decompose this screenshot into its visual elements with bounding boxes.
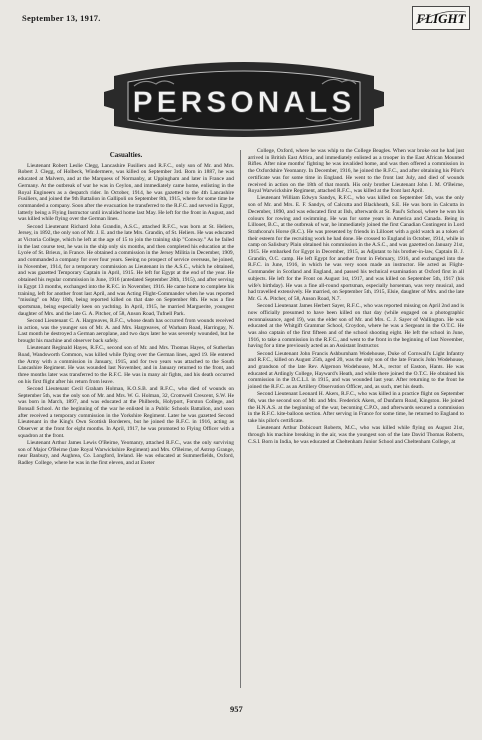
obituary-paragraph: Lieutenant Robert Leslie Clegg, Lancashire Fusiliers and R.F.C., only son of Mr. and Mrs. Robert J. Clegg, of Holbeck, Windermere, was killed on September 3rd. Born in 1887, he was educated at Malvern, and at the Marquess of Normanby, at Uppingham and later in France and Germany. At the outbreak of war he was in Ceylon, and immediately came home, enlisting in the Royal Engineers as a despatch rider. In October, 1914, he was gazetted to the 4th Lancashire Fusiliers, and joined the 9th Battalion in Gallipoli on September 8th, 1915, where for some time he commanded a company. Soon after the evacuation he transferred to the R.F.C. and served in Egypt, latterly being a Flying Instructor until invalided home last May. He left for the front in August, and was killed while flying over the German lines. [18,162,234,223]
personals-banner [94,56,394,142]
obituary-paragraph: Lieutenant Reginald Hayes, R.F.C., second son of Mr. and Mrs. Thomas Hayes, of Sutherlan Road, Wandsworth Common, was killed while flying over the German lines, aged 19. He entered the Army with a commission in January, 1915, and for two years was attached to the South Lancashire Regiment. He was wounded last November, and in January returned to the front, and three months later was transferred to the R.F.C. He was in many air fights, and his death occurred on his first flight after his return from leave. [18,345,234,385]
page-number: 957 [230,704,243,714]
obituary-paragraph: College, Oxford, where he was whip to the College Beagles. When war broke out he had just arrived in British East Africa, and immediately enlisted as a trooper in the East African Mounted Rifles. After nine months' fighting he was invalided home, and was then offered a commission in the Oxfordshire Yeomanry. In December, 1916, he joined the R.F.C., and after obtaining his Pilot's certificate was for some time in England. He went to the front last July, and died of wounds received in action on the 18th of that month. His only brother Lieutenant John I. M. O'Beirne, Royal Warwickshire Regiment, attached R.F.C., was killed at the front last April. [248,148,464,195]
issue-date: September 13, 1917. [22,13,101,23]
right-column [248,148,464,446]
obituary-paragraph: Second Lieutenant Leonard H. Akers, R.F.C., who was killed in a practice flight on September 6th, was the second son of Mr. and Mrs. Frederick Akers, of Dunfarm Road, Kingston. He joined the H.N.A.S. at the beginning of the war, becoming C.P.O., and afterwards secured a commission in the R.F.C. kite-balloon section. After serving in France for some time, he returned to England to take his pilot's certificate. [248,391,464,425]
obituary-paragraph: Second Lieutenant C. A. Hargreaves, R.F.C., whose death has occurred from wounds received in action, was the younger son of Mr. A. and Mrs. Hargreaves, of Warham Road, Harringay, N. Last month he destroyed a German aeroplane, and two days later he was severely wounded, but he brought his machine and observer back safely. [18,317,234,344]
obituary-paragraph: Second Lieutenant John Francis Ashburnham Wodehouse, Duke of Cornwall's Light Infantry and R.F.C., killed on August 25th, aged 20, was the only son of the late Francis John Wodehouse, and grandson of the late Rev. Algernon Wodehouse, M.A., rector of Easton, Hants. He was educated at Ardingly College, Hayward's Heath, and while there joined the O.T.C. He obtained his commission in the D.C.L.I. in 1915, and was wounded last year. After returning to the front he joined the R.F.C. as an Artillery Observation Officer, and, as such, met his death. [248,350,464,391]
section-heading: Casualties. [109,151,143,159]
obituary-paragraph: Second Lieutenant Cecil Graham Holman, K.O.S.B. and R.F.C., who died of wounds on September 5th, was the only son of Mr. and Mrs. W. G. Holman, 32, Cromwell Crescent, S.W. He was born in March, 1897, and was educated at the Philberds, Holyport, Forston College, and Bonsall School. At the beginning of the war he enlisted in a Public Schools Battalion, and soon after received a temporary commission in the Yorkshire Regiment. Later he was gazetted Second Lieutenant in the King's Own Scottish Borderers, but he joined the R.F.C. in 1916, acting as Observer at the front for eight months. In April, 1917, he was promoted to Flying Officer with a squadron at the front. [18,385,234,439]
obituary-paragraph: Second Lieutenant Richard John Grandin, A.S.C., attached R.F.C., was born at St. Heliers, Jersey, in 1892, the only son of Mr. J. E. and the late Mrs. Grandin, of St. Heliers. He was educated at Victoria College, which he left at the age of 15 to join the training ship "Conway." As he failed in the last course test, he was in the ship only six months, and then completed his education at the Lycée of St. Brieux, in France. He obtained a commission in the Jersey Militia in December, 1909, and commanded a company for over four years. Seeing no prospect of service overseas, he joined, in November, 1914, for a temporary commission as Lieutenant in the A.S.C., which he obtained, and was gazetted Temporary Captain in April, 1915. He left for Egypt at the end of the year. He obtained his regular commission in June, 1916 (antedated September 28th, 1915), and after serving in Egypt 13 months, exchanged into the R.F.C. in November, 1916. He came home to complete his training, left for another front last April, and was Acting Flight-Commander when he was reported "missing" on May 18th, being reported killed on that date on September 8th. He was a fine sportsman, being especially keen on yachting. In April, 1915, he married Marguerite, youngest daughter of Mrs. and the late G. A. Pitcher, of 58, Anson Road, Tufnell Park. [18,223,234,317]
flight-logo [412,6,470,30]
column-divider [240,150,241,688]
banner-title: PERSONALS [132,86,356,119]
svg-text:FLIGHT: FLIGHT [416,11,466,26]
obituary-paragraph: Lieutenant Arthur James Lewis O'Beirne, Yeomanry, attached R.F.C., was the only surviving son of Major O'Beirne (late Royal Warwickshire Regiment) and Mrs. O'Beirne, of Astrop Grange, near Banbury, and Aughrea, Co. Longford, Ireland. He was educated at Summerfields, Oxford, Radley College, where he was in the first eleven, and at Exeter [18,440,234,467]
obituary-paragraph: Lieutenant William Edwyn Sandys, R.F.C., who was killed on September 5th, was the only son of Mr. and Mrs. E. F. Sandys, of Calcutta and Blackheath, S.E. He was born in Calcutta in December, 1890, and was educated first at Ilsh, afterwards at St. Paul's School, where he won his colours for rowing and swimming. He was for some years in America and Canada. Being in Lillooet, B.C., at the outbreak of war, he immediately joined the first Canadian Contingent in Lord Strathcona's Horse (R.C.). He was presented by friends in Lillooet with a gold watch as a token of their esteem for the recruiting work he had done. He crossed to England in October, 1914, while in camp on Salisbury Plain obtained his commission in the A.S.C., and was gazetted on January 21st, 1915. He embarked for Egypt in December, 1915, as Adjutant to his brother-in-law, Captain B. J. Grandin, O.C. camp. He left Egypt for another front in February, 1916, and exchanged into the R.F.C. in June, 1916, in which he was very soon made an instructor. He acted as Flight-Commander in Scotland and England, and passed his technical examination at Oxford first in all subjects. He left for the Front on August 1st, 1917, and was killed on September 5th, 1917 (his wife's birthday). He was a fine all-round sportsman, especially horseman, was very musical, and had travelled extensively. He married, on September 5th, 1915, Elsie, daughter of Mrs. and the late Mr. G. A. Pitcher, of 58, Anson Road, N.7. [248,195,464,302]
obituary-paragraph: Lieutenant Arthur Dobicourt Roberts, M.C., who was killed while flying on August 21st, through his machine breaking in the air, was the youngest son of the late David Thomas Roberts, C.S.I. Born in India, he was educated at Cheltenham Junior School and Cheltenham College, at [248,425,464,445]
obituary-paragraph: Second Lieutenant James Herbert Sayer, R.F.C., who was reported missing on April 2nd and is now officially presumed to have been killed on that day (while engaged on a photographic reconnaissance, aged 19), was the elder son of Mr. and Mrs. C. J. Sayer of Wallington. He was educated at the Whitgift Grammar School, Croydon, where he was a Sergeant in the O.T.C. He was also captain of the first fifteen and of the school shooting eight. He left the school in June, 1916, to take a commission in the R.F.C., and went to the front in the beginning of last November, having for a time previously acted as an Assistant Instructor. [248,303,464,350]
left-column [18,152,234,467]
